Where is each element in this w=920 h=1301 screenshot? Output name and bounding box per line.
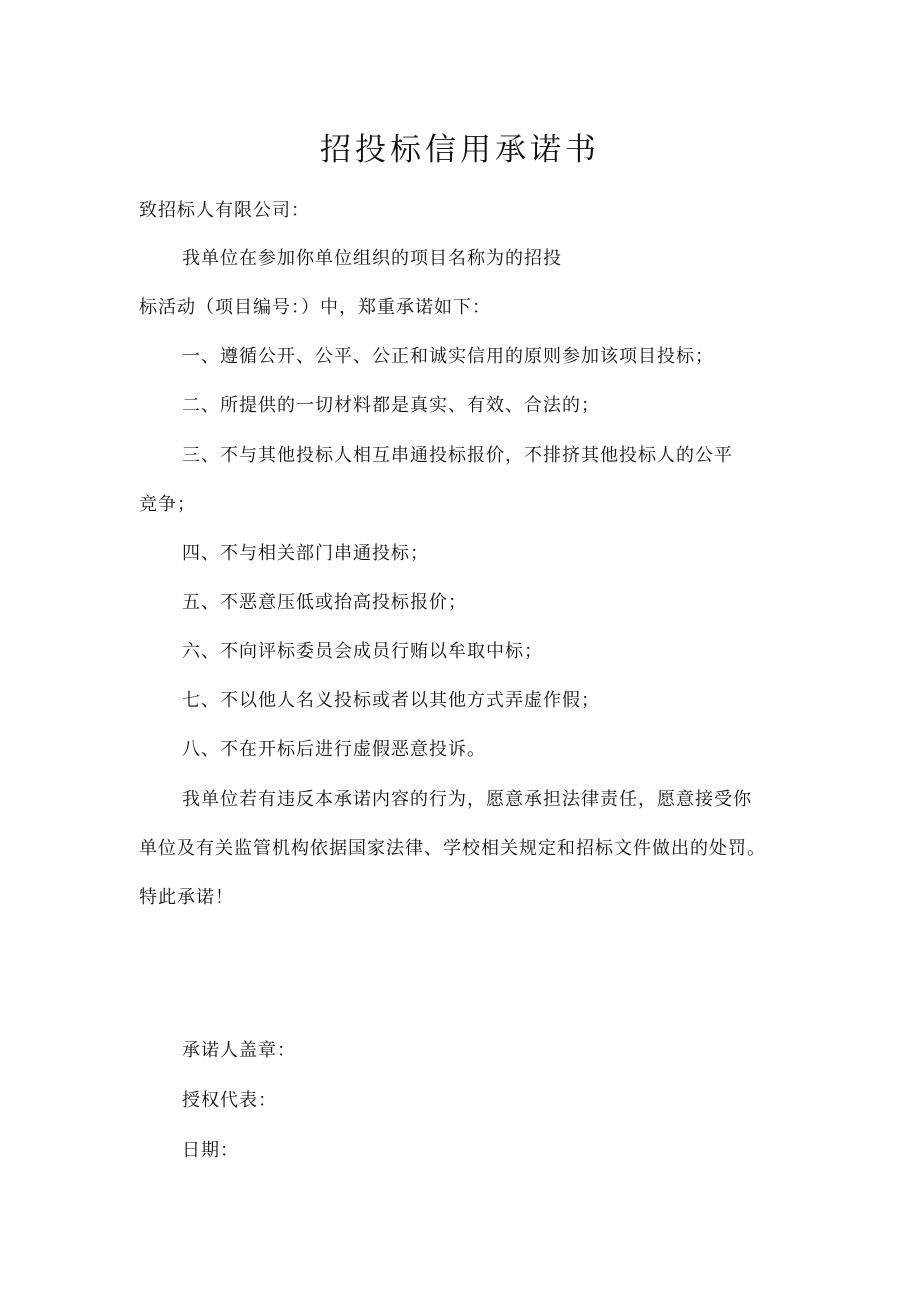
intro-line-2: 标活动（项目编号：）中，郑重承诺如下： (139, 297, 491, 318)
closing-line-1: 我单位若有违反本承诺内容的行为，愿意承担法律责任，愿意接受你 (182, 789, 752, 810)
salutation: 致招标人有限公司： (139, 200, 310, 221)
item-4: 四、不与相关部门串通投标； (182, 543, 429, 564)
signature-date-label: 日期： (182, 1140, 239, 1161)
item-3: 三、不与其他投标人相互串通投标报价，不排挤其他投标人的公平 (182, 445, 733, 466)
item-7: 七、不以他人名义投标或者以其他方式弄虚作假； (182, 690, 600, 711)
item-6: 六、不向评标委员会成员行贿以牟取中标； (182, 641, 543, 662)
item-3-continued: 竞争； (139, 494, 196, 515)
item-1: 一、遵循公开、公平、公正和诚实信用的原则参加该项目投标； (182, 346, 714, 367)
closing-line-3: 特此承诺！ (139, 887, 234, 908)
signature-seal-label: 承诺人盖章： (182, 1040, 296, 1061)
item-5: 五、不恶意压低或抬高投标报价； (182, 592, 467, 613)
item-8: 八、不在开标后进行虚假恶意投诉。 (182, 739, 486, 760)
signature-representative-label: 授权代表： (182, 1090, 277, 1111)
item-2: 二、所提供的一切材料都是真实、有效、合法的； (182, 395, 600, 416)
closing-line-2: 单位及有关监管机构依据国家法律、学校相关规定和招标文件做出的处罚。 (139, 838, 766, 859)
document-title: 招投标信用承诺书 (320, 132, 600, 168)
intro-line-1: 我单位在参加你单位组织的项目名称为的招投 (182, 248, 562, 269)
